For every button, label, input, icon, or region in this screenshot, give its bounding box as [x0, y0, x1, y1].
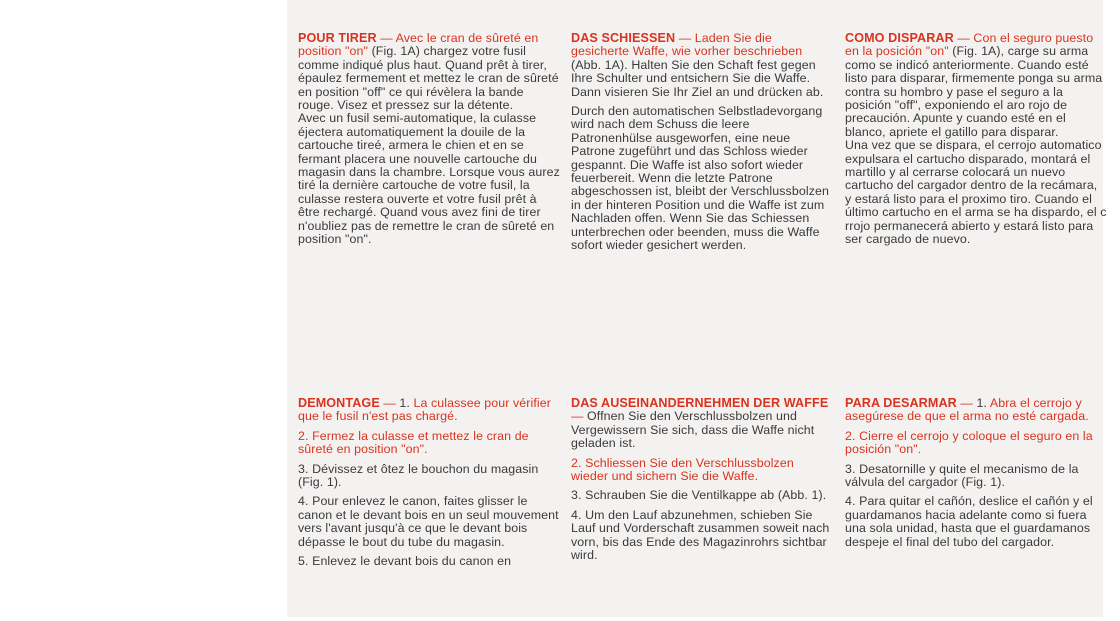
- fr-disassembly-section: [298, 397, 560, 574]
- es-shooting-body: (Fig. 1A), carge su arma como se indicó anteriormente. Cuando esté listo para disparar, firmemente ponga su arma contra su hombro y pase el seguro a la posición "off", exponiendo el aro rojo de precaución. Apunte y cuando esté en el blanco, apriete el gatillo para disparar.: [845, 44, 1103, 139]
- es-disassembly-step-2: 2. Cierre el cerrojo y coloque el seguro en la posición "on".: [845, 428, 1093, 457]
- fr-shooting-section: [298, 32, 560, 253]
- left-blank-margin: [0, 0, 287, 604]
- es-shooting-semiauto-paragraph: Una vez que se dispara, el cerrojo automatico expulsara el cartucho disparado, montará el martillo y al cerrarse colocará un nuevo cartucho del cargador dentro de la recámara, y estará listo para el proximo tiro. Cuando el último cartucho en el arma se ha dispardo, el c rrojo permanecerá abierto y estará listo para ser cargado de nuevo.: [845, 138, 1107, 247]
- es-shooting-paragraph: [845, 32, 1107, 139]
- heading-dash: —: [956, 396, 977, 410]
- fr-shooting-red-lead: Avec le cran de sûreté en position "on": [298, 31, 539, 59]
- de-disassembly-section: [571, 397, 833, 568]
- heading-dash: —: [571, 409, 588, 424]
- es-disassembly-section: [845, 397, 1107, 555]
- step-text: Abra el cerrojo y asegúrese de que el arma no esté cargada.: [845, 396, 1089, 424]
- heading-dash: —: [675, 31, 695, 45]
- fr-shooting-body: (Fig. 1A) chargez votre fusil comme indiqué plus haut. Quand prêt à tirer, épaulez fermement et mettez le cran de sûreté en position "off" ce qui révèlera la bande rouge. Visez et pressez sur la détente.: [298, 44, 559, 113]
- de-shooting-heading: DAS SCHIESSEN: [571, 31, 676, 45]
- es-disassembly-step-3: 3. Desatornille y quite el mecanismo de la válvula del cargador (Fig. 1).: [845, 461, 1079, 490]
- heading-dash: —: [376, 31, 396, 45]
- fr-disassembly-step-3: 3. Dévissez et ôtez le bouchon du magasin (Fig. 1).: [298, 461, 539, 490]
- fr-disassembly-heading: DEMONTAGE: [298, 396, 380, 410]
- heading-dash: —: [379, 396, 400, 410]
- de-disassembly-heading: DAS AUSEINANDERNEHMEN DER WAFFE: [571, 396, 829, 410]
- de-shooting-body: (Abb. 1A). Halten Sie den Schaft fest gegen Ihre Schulter und entsichern Sie die Waffe. Dann visieren Sie Ihr Ziel an und drücken ab.: [571, 57, 824, 99]
- step-text: La culassee pour vérifier que le fusil n'est pas chargé.: [298, 396, 551, 424]
- de-shooting-autoload-paragraph: Durch den automatischen Selbstladevorgang wird nach dem Schuss die leere Patronenhülse ausgeworfen, eine neue Patrone zugeführt und das Schloss wieder gespannt. Die Waffe ist also sofort wieder feuerbereit. Wenn die letzte Patrone abgeschossen ist, bleibt der Verschlussbolzen in der hinteren Position und die Waffe ist zum Nachladen offen. Wenn Sie das Schiessen unterbrechen oder beenden, muss die Waffe sofort wieder gesichert werden.: [571, 104, 829, 253]
- es-disassembly-step-4: 4. Para quitar el cañón, deslice el cañón y el guardamanos hacia adelante como si fuera una sola unidad, hasta que el guardamanos despeje el final del tubo del cargador.: [845, 494, 1093, 549]
- heading-dash: —: [953, 31, 974, 45]
- de-shooting-red-lead: Laden Sie die gesicherte Waffe, wie vorher beschrieben: [571, 31, 803, 59]
- de-disassembly-step-1: [571, 397, 833, 451]
- step-text: Offnen Sie den Verschlussbolzen und Vergewissern Sie sich, dass die Waffe nicht geladen ist.: [571, 409, 815, 451]
- de-disassembly-step-4: 4. Um den Lauf abzunehmen, schieben Sie Lauf und Vorderschaft zusammen soweit nach vorn, bis das Ende des Magazinrohrs sichtbar wird.: [571, 507, 830, 563]
- es-disassembly-heading: PARA DESARMAR: [845, 396, 957, 410]
- fr-disassembly-step-2: 2. Fermez la culasse et mettez le cran de sûreté en position "on".: [298, 428, 529, 457]
- fr-disassembly-step-5: 5. Enlevez le devant bois du canon en: [298, 554, 512, 569]
- de-disassembly-step-3: 3. Schrauben Sie die Ventilkappe ab (Abb. 1).: [571, 488, 827, 503]
- fr-shooting-heading: POUR TIRER: [298, 31, 377, 45]
- fr-shooting-semiauto-paragraph: Avec un fusil semi-automatique, la culasse éjectera automatiquement la douile de la cartouche tireé, armera le chien et en se fermant placera une nouvelle cartouche du magasin dans la chambre. Lorsque vous aurez tiré la dernière cartouche de votre fusil, la culasse restera ouverte et votre fusil prêt à être rechargé. Quand vous avez fini de tirer n'oubliez pas de remettre le cran de sûreté en position "on".: [298, 111, 560, 247]
- es-disassembly-step-1: [845, 397, 1107, 424]
- fr-disassembly-step-1: [298, 397, 560, 424]
- step-number: 1.: [976, 396, 990, 410]
- fr-shooting-paragraph: [298, 32, 560, 112]
- es-shooting-section: [845, 32, 1107, 253]
- fr-disassembly-step-4: 4. Pour enlevez le canon, faites glisser le canon et le devant bois en un seul mouvement vers l'avant jusqu'à ce que le devant bois dépasse le bout du tube du magasin.: [298, 494, 559, 549]
- de-disassembly-step-2: 2. Schliessen Sie den Verschlussbolzen wieder und sichern Sie die Waffe.: [571, 455, 794, 484]
- step-number: 1.: [399, 396, 414, 410]
- es-shooting-heading: COMO DISPARAR: [845, 31, 954, 45]
- de-shooting-paragraph: [571, 32, 833, 99]
- manual-page: [287, 0, 1107, 617]
- es-shooting-red-lead: Con el seguro puesto en la posición "on": [845, 31, 1094, 59]
- de-shooting-section: [571, 32, 833, 259]
